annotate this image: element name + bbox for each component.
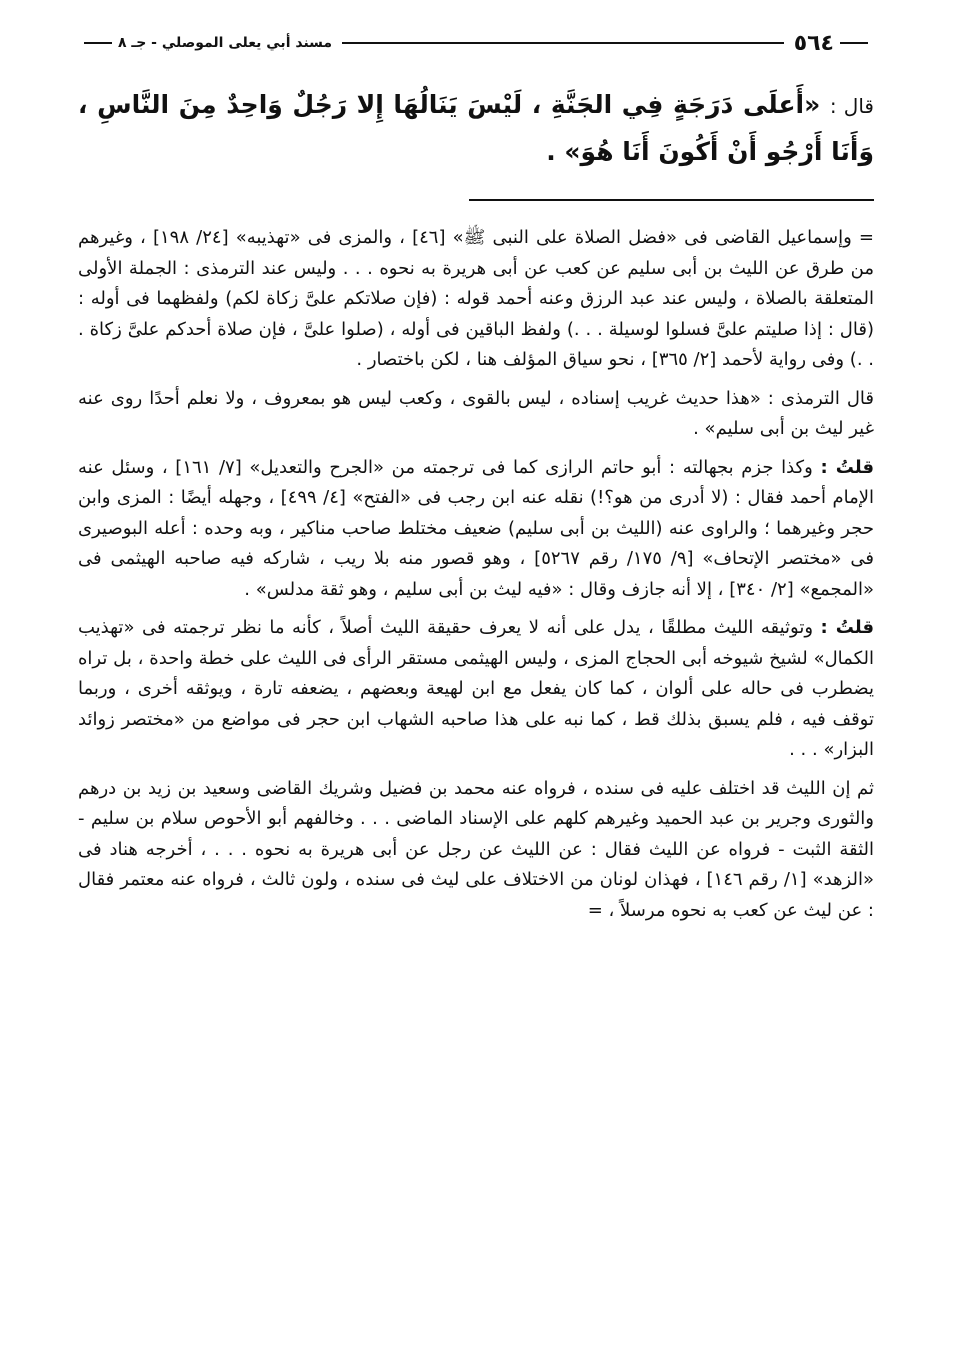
footnote-paragraph-5: ثم إن الليث قد اختلف عليه فى سنده ، فرواه عنه محمد بن فضيل وشريك القاضى وسعيد بن زيد بن درهم والثورى وجرير بن عبد الحميد وغيرهم كلهم على الإسناد الماضى . . . وخالفهم أبو الأحوص سلام بن سليم - الثقة الثبت - فرواه عن الليث فقال : عن الليث عن رجل عن أبى هريرة به نحوه . . . ، أخرجه هناد فى «الزهد» [١/ رقم ١٤٦] ، فهذان لونان من الاختلاف على ليث فى سنده ، ولون ثالث ، فرواه عنه معتمر فقال : عن ليث عن كعب به نحوه مرسلاً ، = — [78, 777, 874, 921]
footnote-separator — [469, 199, 874, 201]
footnote-paragraph-3-text: وكذا جزم بجهالته : أبو حاتم الرازى كما فى ترجمته من «الجرح والتعديل» [٧/ ١٦١] ، وسئل عنه الإمام أحمد فقال : (لا أدرى من هو؟!) نقله عنه ابن رجب فى «الفتح» [٤/ ٤٩٩] ، وجهله أيضًا : المزى وابن حجر وغيرهما ؛ والراوى عنه (الليث بن أبى سليم) ضعيف مختلط صاحب مناكير ، وبه وحده : أعله البوصيرى فى «مختصر الإتحاف» [٩/ ١٧٥/ رقم ٥٢٦٧] ، وهو قصور منه بلا ريب ، شاركه فيه صاحبه الهيثمى فى «المجمع» [٢/ ٣٤٠] ، إلا أنه جازف وقال : «فيه ليث بن أبى سليم ، وهو ثقة مدلس» . — [78, 456, 875, 600]
header-dash-left — [84, 42, 112, 44]
footnote-paragraph-3 — [78, 453, 874, 606]
footnote-paragraph-2: قال الترمذى : «هذا حديث غريب إسناده ، ليس بالقوى ، وكعب ليس هو بمعروف ، ولا نعلم أحدًا روى عنه غير ليث بن أبى سليم» . — [78, 387, 874, 439]
running-title: مسند أبي يعلى الموصلي - جـ ٨ — [118, 35, 333, 51]
running-header — [78, 18, 874, 68]
footnotes — [78, 223, 874, 926]
hadith-lead: قال : — [829, 94, 874, 118]
footnote-paragraph-4 — [78, 613, 874, 766]
header-dash-right — [840, 42, 868, 44]
hadith-text — [78, 82, 874, 175]
qultu-label: قلتُ : — [820, 617, 874, 638]
footnote-paragraph-1: = وإسماعيل القاضى فى «فضل الصلاة على النبى ﷺ» [٤٦] ، والمزى فى «تهذيبه» [٢٤/ ١٩٨] ، وغيرهم من طرق عن الليث بن أبى سليم عن كعب عن أبى هريرة به نحوه . . . وليس عند الترمذى : الجملة الأولى المتعلقة بالصلاة ، وليس عند عبد الرزق وعنه أحمد قوله : (فإن صلاتكم علىَّ زكاة لكم) ولفظهما فى أوله : (قال : إذا صليتم علىَّ فسلوا لوسيلة . . .) ولفظ الباقين فى أوله ، (صلوا علىَّ ، فإن صلاة أحدكم علىَّ زكاة . . .) وفى رواية لأحمد [٢/ ٣٦٥] ، نحو سياق المؤلف هنا ، لكن باختصار . — [78, 227, 875, 370]
header-rule — [342, 42, 784, 44]
page — [78, 18, 874, 934]
hadith-body: «أَعلَى دَرَجَةٍ فِي الجَنَّةِ ، لَيْسَ يَنَالُهَا إِلا رَجُلٌ وَاحِدٌ مِنَ النَّاسِ ، وَأَنَا أَرْجُو أَنْ أَكُونَ أَنَا هُوَ» . — [78, 90, 874, 166]
page-number: ٥٦٤ — [793, 30, 834, 56]
footnote-paragraph-4-text: وتوثيقه الليث مطلقًا ، يدل على أنه لا يعرف حقيقة الليث أصلاً ، كأنه ما نظر ترجمته فى «تهذيب الكمال» لشيخ شيوخه أبى الحجاج المزى ، وليس الهيثمى مستقر الرأى فى الليث على خطة واحدة ، بل تراه يضطرب فى حاله على ألوان ، كما كان يفعل مع ابن لهيعة وبعضهم ، يضعفه تارة ، ويوثقه أخرى ، وربما توقف فيه ، فلم يسبق بذلك قط ، كما نبه على هذا صاحبه الشهاب ابن حجر فى مواضع من «مختصر زوائد البزار» . . . — [78, 617, 874, 760]
qultu-label: قلتُ : — [820, 456, 874, 478]
